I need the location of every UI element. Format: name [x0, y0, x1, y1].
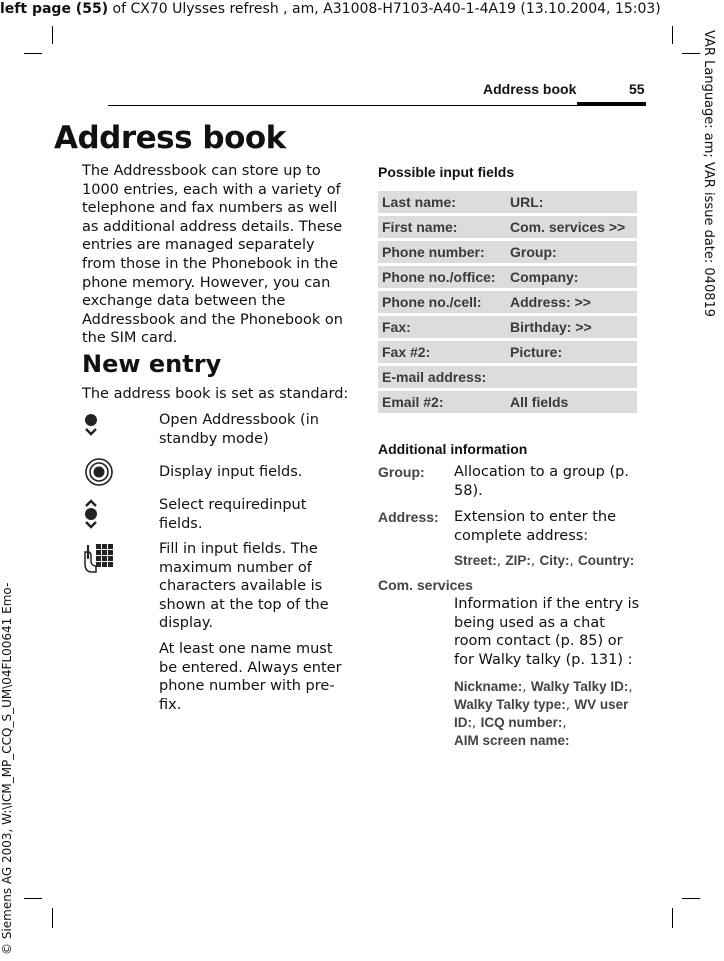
print-header: left page (55) of CX70 Ulysses refresh , am, A31008-H7103-A40-1-4A19 (13.10.2004, 15:03): [0, 1, 661, 17]
field-cell: All fields: [510, 394, 569, 410]
crop-mark-br-v: [672, 908, 673, 928]
field-cell: Phone number:: [382, 244, 485, 260]
crop-mark-tr-v: [672, 26, 673, 44]
table-row: [378, 216, 637, 238]
field-cell: First name:: [382, 219, 458, 235]
field-cell: Fax #2:: [382, 344, 431, 360]
option-aim-screen-name: AIM screen name:: [454, 733, 570, 748]
side-text-right: VAR Language: am; VAR issue date: 040819: [701, 30, 716, 318]
table-row: [378, 266, 637, 288]
crop-mark-tr-h: [682, 53, 700, 54]
side-text-left: © Siemens AG 2003, W:\ICM_MP_CCQ_S_UM\04FL00641 Emo-: [0, 582, 14, 955]
field-cell: [510, 366, 637, 388]
section-heading-new-entry: New entry: [82, 350, 222, 378]
group-label: Group:: [378, 464, 425, 480]
additional-info-heading: Additional information: [378, 441, 528, 457]
option-nickname: Nickname:: [454, 679, 523, 694]
option-zip: ZIP:: [505, 553, 531, 568]
field-cell: Email #2:: [382, 394, 444, 410]
option-walky-type: Walky Talky type:: [454, 697, 566, 712]
address-options: Street:, ZIP:, City:, Country:: [454, 553, 635, 569]
com-services-desc: Information if the entry is being used as a chat room contact (p. 85) or for Walky talky (p. 131) :: [454, 596, 640, 668]
possible-fields-heading: Possible input fields: [378, 164, 515, 180]
field-cell: Last name:: [382, 194, 456, 210]
new-entry-intro: The address book is set as standard:: [82, 386, 349, 402]
running-header-title: Address book: [483, 81, 577, 97]
table-row: [378, 391, 637, 413]
table-row: [378, 316, 637, 338]
step-text-1: Open Addressbook (in standby mode): [159, 412, 319, 447]
field-cell: Company:: [510, 269, 579, 285]
field-cell: Address: >>: [510, 294, 591, 310]
option-city: City:: [539, 553, 570, 568]
crop-mark-tl-h: [24, 53, 42, 54]
field-cell: E-mail address:: [382, 369, 487, 385]
page-title: Address book: [54, 120, 286, 156]
intro-paragraph: The Addressbook can store up to 1000 entries, each with a variety of telephone and fax numbers as well as additional address details. These entries are managed separately from those in the Phonebook in the phone memory. However, you can exchange data between the Addressbook and the Phonebook on the SIM card.: [82, 163, 343, 347]
header-rule: [108, 105, 646, 106]
input-fields-table: [378, 191, 637, 416]
table-row: [378, 366, 637, 388]
step-text-4: Fill in input fields. The maximum number of characters available is shown at the top of the display.: [159, 541, 329, 632]
com-services-options: Nickname:, Walky Talky ID:, Walky Talky type:, WV user ID:, ICQ number:, AIM screen name:: [454, 679, 633, 748]
table-row: [378, 241, 637, 263]
crop-mark-bl-h: [24, 898, 42, 899]
step-text-3: Select requiredinput fields.: [159, 497, 307, 532]
group-desc: Allocation to a group (p. 58).: [454, 464, 629, 499]
keypad-icon: [82, 542, 114, 574]
table-row: [378, 341, 637, 363]
crop-mark-bl-v: [52, 908, 53, 928]
com-services-label: Com. services: [378, 577, 473, 593]
field-cell: Picture:: [510, 344, 563, 360]
crop-mark-tl-v: [52, 26, 53, 44]
center-select-icon: [84, 457, 114, 487]
nav-updown-icon: [82, 497, 100, 531]
option-icq-number: ICQ number:: [480, 715, 563, 730]
option-country: Country:: [578, 553, 635, 568]
table-row: [378, 291, 637, 313]
field-cell: Phone no./cell:: [382, 294, 482, 310]
field-cell: Group:: [510, 244, 557, 260]
option-wv-user-id: WV user ID:: [454, 697, 629, 730]
table-row: [378, 191, 637, 213]
address-label: Address:: [378, 509, 439, 525]
crop-mark-br-h: [682, 898, 700, 899]
field-cell: Birthday: >>: [510, 319, 592, 335]
field-cell: Fax:: [382, 319, 411, 335]
field-cell: Phone no./office:: [382, 269, 496, 285]
step-text-5: At least one name must be entered. Always enter phone number with pre-fix.: [159, 641, 342, 713]
option-walky-id: Walky Talky ID:: [530, 679, 629, 694]
address-desc: Extension to enter the complete address:: [454, 509, 617, 544]
nav-down-icon: [82, 412, 100, 438]
option-street: Street:: [454, 553, 497, 568]
field-cell: URL:: [510, 194, 544, 210]
step-text-2: Display input fields.: [159, 464, 303, 480]
field-cell: Com. services >>: [510, 219, 626, 235]
page-number: 55: [629, 81, 645, 97]
header-rule-thick: [577, 102, 646, 106]
